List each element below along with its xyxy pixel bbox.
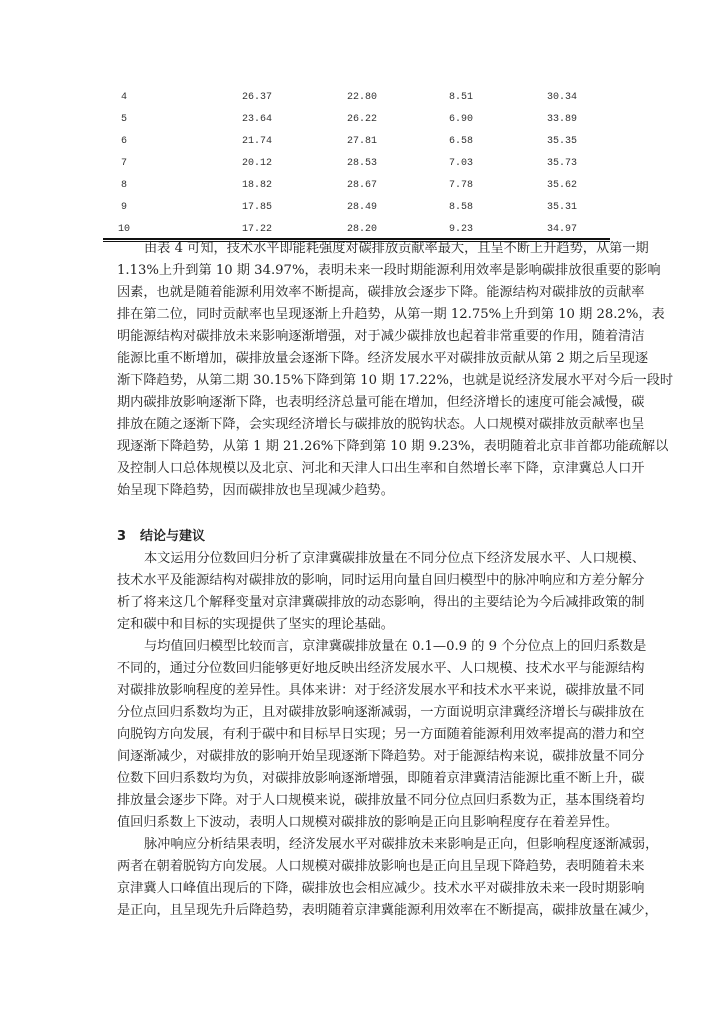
table-cell: 28.53: [346, 158, 378, 169]
table-cell: 20.12: [241, 158, 273, 169]
table-cell: 23.64: [241, 114, 273, 125]
table-cell: 7.78: [448, 180, 474, 191]
table-cell: 26.37: [241, 92, 273, 103]
text-line: 渐下降趋势，从第二期 30.15%下降到第 10 期 17.22%，也就是说经济发展水平对今后一段时: [117, 373, 674, 388]
table-cell: 4: [120, 92, 128, 103]
text-line: 本文运用分位数回归分析了京津冀碳排放量在不同分位点下经济发展水平、人口规模、: [144, 551, 646, 566]
paragraph-table-analysis: [117, 238, 674, 502]
text-line: 及控制人口总体规模以及北京、河北和天津人口出生率和自然增长率下降，京津冀总人口开: [117, 461, 645, 476]
text-line: 排放在随之逐渐下降，会实现经济增长与碳排放的脱钩状态。人口规模对碳排放贡献率也呈: [117, 417, 645, 432]
table-cell: 34.97: [546, 224, 578, 235]
table-row: [100, 136, 620, 158]
table-row: [100, 202, 620, 224]
text-line: 两者在朝着脱钩方向发展。人口规模对碳排放影响也是正向且呈现下降趋势，表明随着未来: [117, 859, 645, 874]
text-line: 间逐渐减少，对碳排放的影响开始呈现逐渐下降趋势。对于能源结构来说，碳排放量不同分: [117, 749, 645, 764]
table-cell: 9: [120, 202, 128, 213]
text-line: 始呈现下降趋势，因而碳排放也呈现减少趋势。: [117, 483, 394, 498]
text-line: 现逐渐下降趋势，从第 1 期 21.26%下降到第 10 期 9.23%，表明随着北京非首都功能疏解以: [117, 439, 669, 454]
text-line: 京津冀人口峰值出现后的下降，碳排放也会相应减少。技术水平对碳排放未来一段时期影响: [117, 881, 645, 896]
text-line: 脉冲响应分析结果表明，经济发展水平对碳排放未来影响是正向，但影响程度逐渐减弱，: [144, 837, 659, 852]
text-line: 1.13%上升到第 10 期 34.97%，表明未来一段时期能源利用效率是影响碳排放很重要的影响: [117, 263, 661, 278]
table-row: [100, 180, 620, 202]
section-title: 结论与建议: [140, 529, 206, 544]
table-cell: 7: [120, 158, 128, 169]
table-cell: 10: [117, 224, 131, 235]
table-cell: 18.82: [241, 180, 273, 191]
table-cell: 6.90: [448, 114, 474, 125]
table-cell: 6: [120, 136, 128, 147]
paragraph-impulse-response: [117, 834, 659, 922]
text-line: 能源比重不断增加，碳排放量会逐渐下降。经济发展水平对碳排放贡献从第 2 期之后呈现逐: [117, 351, 649, 366]
table-cell: 6.58: [448, 136, 474, 147]
table-row: [100, 114, 620, 136]
table-cell: 9.23: [448, 224, 474, 235]
table-cell: 22.80: [346, 92, 378, 103]
text-line: 析了将来这几个解释变量对京津冀碳排放的动态影响，得出的主要结论为今后减排政策的制: [117, 595, 645, 610]
table-cell: 33.89: [546, 114, 578, 125]
table-row: [100, 158, 620, 180]
text-line: 值回归系数上下波动，表明人口规模对碳排放的影响是正向且影响程度存在着差异性。: [117, 815, 619, 830]
table-cell: 28.20: [346, 224, 378, 235]
table-cell: 35.62: [546, 180, 578, 191]
text-line: 明能源结构对碳排放未来影响逐渐增强，对于减少碳排放也起着非常重要的作用，随着清洁: [117, 329, 645, 344]
table-cell: 7.03: [448, 158, 474, 169]
table-cell: 17.85: [241, 202, 273, 213]
table-cell: 21.74: [241, 136, 273, 147]
text-line: 由表 4 可知，技术水平即能耗强度对碳排放贡献率最大，且呈不断上升趋势，从第一期: [144, 241, 649, 256]
text-line: 定和碳中和目标的实现提供了坚实的理论基础。: [117, 617, 394, 632]
section-number: 3: [117, 529, 127, 544]
table-cell: 26.22: [346, 114, 378, 125]
section-heading: [117, 526, 205, 548]
text-line: 排在第二位，同时贡献率也呈现逐渐上升趋势，从第一期 12.75%上升到第 10 期 28.2%，表: [117, 307, 665, 322]
table-cell: 8.58: [448, 202, 474, 213]
paragraph-conclusion-intro: [117, 548, 646, 636]
table-cell: 8.51: [448, 92, 474, 103]
text-line: 技术水平及能源结构对碳排放的影响，同时运用向量自回归模型中的脉冲响应和方差分解分: [117, 573, 645, 588]
table-cell: 5: [120, 114, 128, 125]
table-row: [100, 92, 620, 114]
text-line: 因素，也就是随着能源利用效率不断提高，碳排放会逐步下降。能源结构对碳排放的贡献率: [117, 285, 645, 300]
text-line: 排放量会逐步下降。对于人口规模来说，碳排放量不同分位点回归系数为正，基本围绕着均: [117, 793, 645, 808]
paragraph-quantile-regression: [117, 636, 647, 834]
table-cell: 35.73: [546, 158, 578, 169]
text-line: 不同的，通过分位数回归能够更好地反映出经济发展水平、人口规模、技术水平与能源结构: [117, 661, 645, 676]
text-line: 与均值回归模型比较而言，京津冀碳排放量在 0.1—0.9 的 9 个分位点上的回归系数是: [144, 639, 647, 654]
table-cell: 30.34: [546, 92, 578, 103]
text-line: 是正向，且呈现先升后降趋势，表明随着京津冀能源利用效率在不断提高，碳排放量在减少，: [117, 903, 658, 918]
table-cell: 28.49: [346, 202, 378, 213]
text-line: 对碳排放影响程度的差异性。具体来讲：对于经济发展水平和技术水平来说，碳排放量不同: [117, 683, 645, 698]
table-cell: 27.81: [346, 136, 378, 147]
text-line: 位数下回归系数均为负，对碳排放影响逐渐增强，即随着京津冀清洁能源比重不断上升，碳: [117, 771, 645, 786]
table-cell: 8: [120, 180, 128, 191]
text-line: 分位点回归系数均为正，且对碳排放影响逐渐减弱，一方面说明京津冀经济增长与碳排放在: [117, 705, 645, 720]
table-cell: 28.67: [346, 180, 378, 191]
text-line: 期内碳排放影响逐渐下降，也表明经济总量可能在增加，但经济增长的速度可能会减慢，碳: [117, 395, 645, 410]
table-cell: 17.22: [241, 224, 273, 235]
table-cell: 35.31: [546, 202, 578, 213]
text-line: 向脱钩方向发展，有利于碳中和目标早日实现；另一方面随着能源利用效率提高的潜力和空: [117, 727, 645, 742]
table-cell: 35.35: [546, 136, 578, 147]
